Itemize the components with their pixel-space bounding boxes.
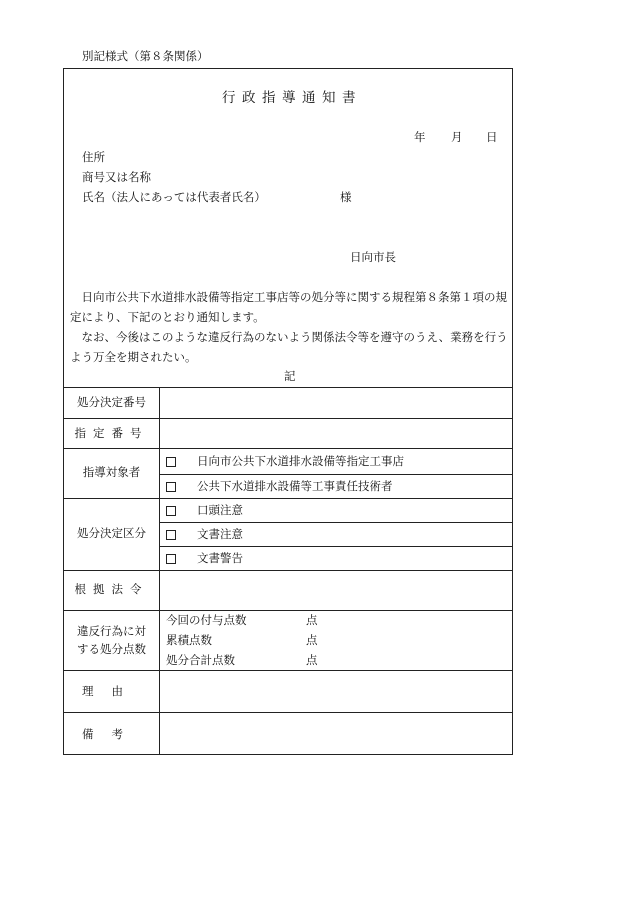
row-divider (63, 498, 513, 499)
representative-name-label: 氏名（法人にあっては代表者氏名） (82, 190, 266, 204)
target-label: 指導対象者 (82, 465, 141, 479)
legal-basis-label: 根拠法令 (74, 582, 149, 596)
target-option-checkbox[interactable] (166, 482, 176, 492)
designation-number-label: 指定番号 (74, 426, 149, 440)
date-day: 日 (486, 130, 498, 144)
row-divider (63, 570, 513, 571)
category-option-label: 文書警告 (197, 551, 243, 565)
form-title: 行政指導通知書 (222, 90, 362, 106)
row-divider (63, 712, 513, 713)
target-option-label: 公共下水道排水設備等工事責任技術者 (197, 479, 393, 493)
table-top-border (63, 387, 513, 388)
date-year: 年 (414, 130, 426, 144)
row-divider (160, 546, 513, 547)
points-row-label: 累積点数 (166, 633, 212, 647)
row-divider (160, 522, 513, 523)
row-divider (63, 670, 513, 671)
column-divider (159, 387, 160, 755)
issuer: 日向市長 (350, 250, 396, 264)
points-row-unit: 点 (306, 653, 318, 667)
category-option-checkbox[interactable] (166, 506, 176, 516)
points-label-line-2: する処分点数 (77, 642, 146, 656)
category-option-checkbox[interactable] (166, 530, 176, 540)
points-label-line-1: 違反行為に対 (77, 624, 146, 638)
row-divider (63, 418, 513, 419)
honorific: 様 (340, 190, 352, 204)
row-divider (63, 448, 513, 449)
points-row-unit: 点 (306, 633, 318, 647)
target-option-label: 日向市公共下水道排水設備等指定工事店 (197, 454, 404, 468)
decision-number-label: 処分決定番号 (77, 395, 146, 409)
notice-paragraph-1: 日向市公共下水道排水設備等指定工事店等の処分等に関する規程第８条第１項の規定により、下記のとおり通知します。 (70, 290, 507, 324)
ki-note: 記 (284, 369, 296, 383)
points-row-unit: 点 (306, 613, 318, 627)
row-divider (160, 474, 513, 475)
points-row-label: 今回の付与点数 (166, 613, 247, 627)
date-month: 月 (451, 130, 463, 144)
category-option-label: 口頭注意 (197, 503, 243, 517)
category-option-checkbox[interactable] (166, 554, 176, 564)
target-option-checkbox[interactable] (166, 457, 176, 467)
address-label: 住所 (82, 150, 105, 164)
notice-paragraph-2: なお、今後はこのような違反行為のないよう関係法令等を遵守のうえ、業務を行うよう万全を期されたい。 (70, 330, 508, 364)
row-divider (63, 610, 513, 611)
form-number: 別記様式（第８条関係） (82, 49, 209, 63)
business-name-label: 商号又は名称 (82, 170, 151, 184)
category-option-label: 文書注意 (197, 527, 243, 541)
category-label: 処分決定区分 (77, 526, 146, 540)
remarks-label: 備考 (82, 727, 141, 741)
reason-label: 理由 (82, 684, 141, 698)
points-row-label: 処分合計点数 (166, 653, 235, 667)
